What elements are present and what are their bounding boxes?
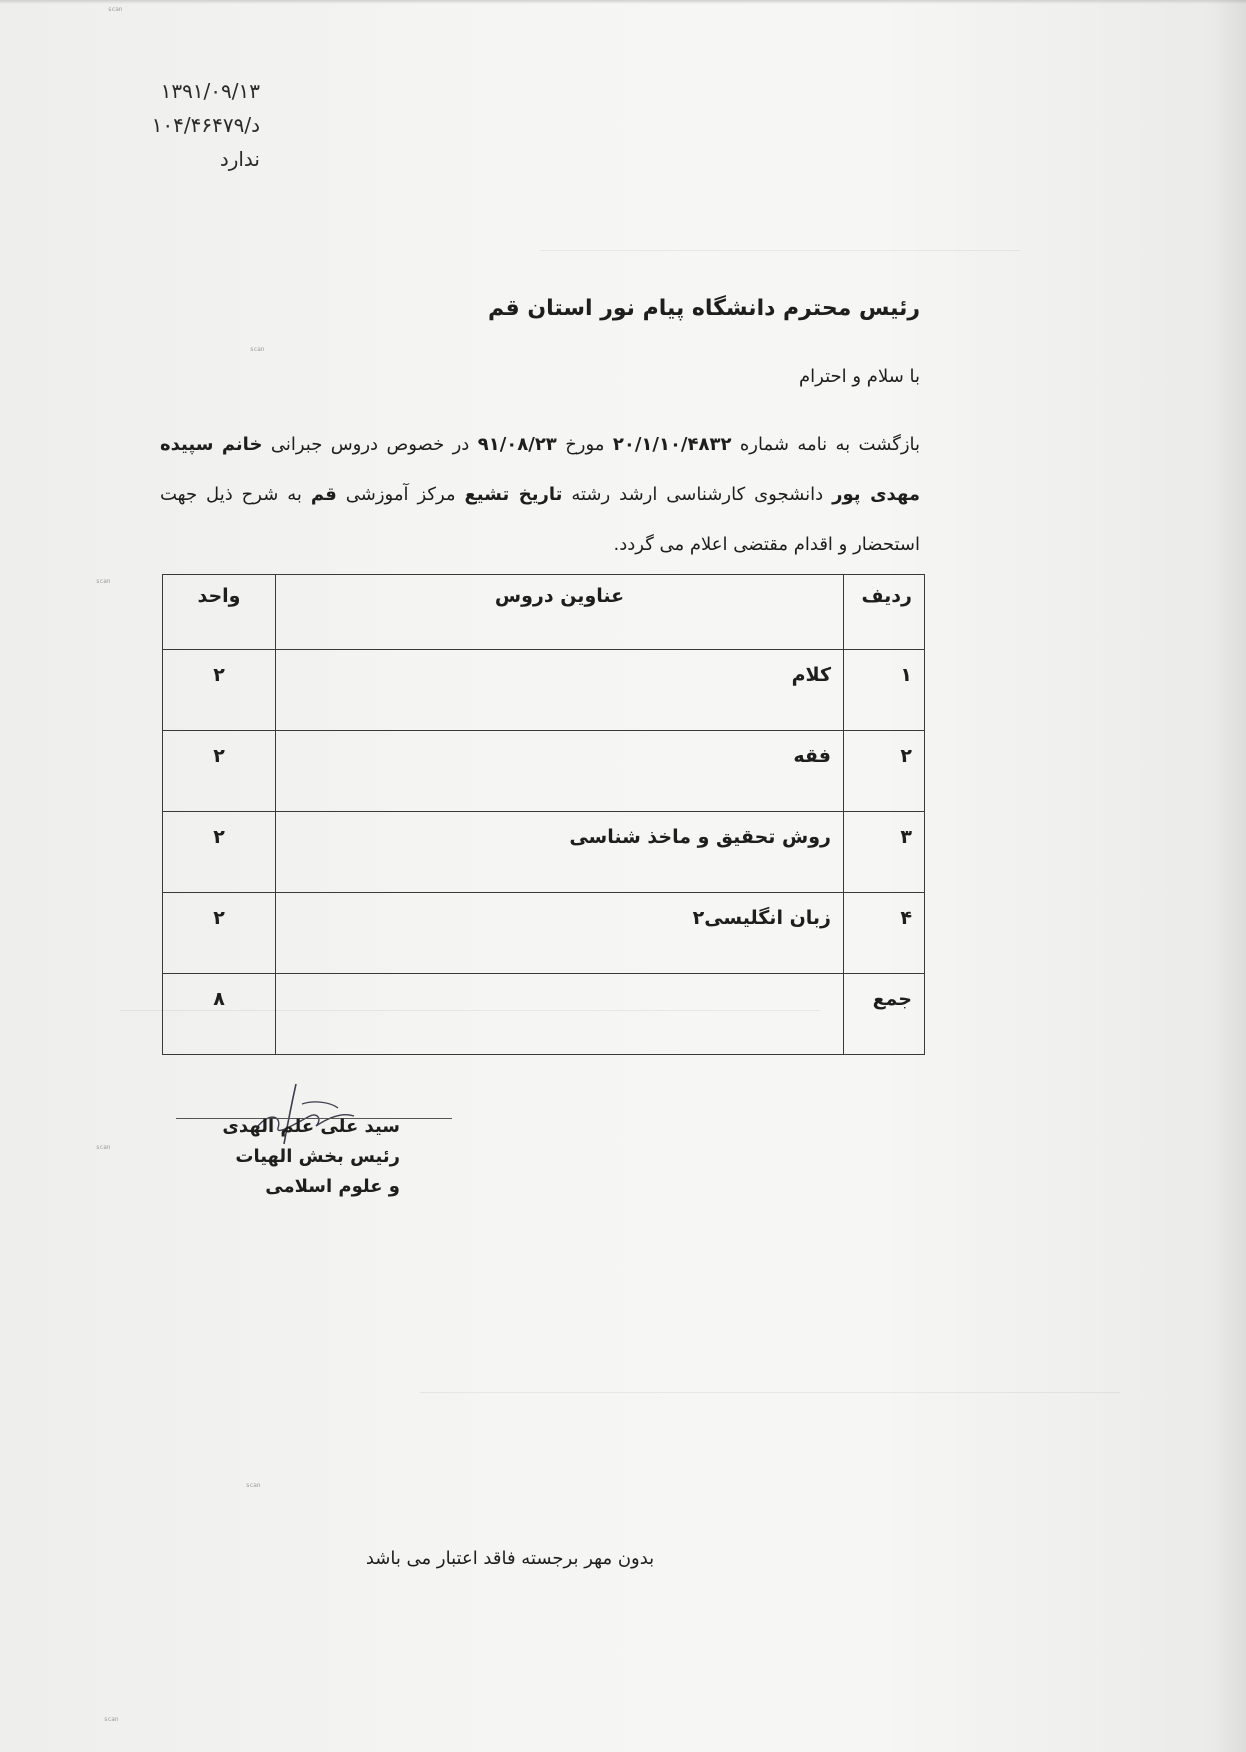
course-unit: ۲ bbox=[163, 812, 276, 893]
course-unit: ۲ bbox=[163, 650, 276, 731]
letter-meta bbox=[110, 74, 260, 176]
validity-note: بدون مهر برجسته فاقد اعتبار می باشد bbox=[365, 1548, 655, 1569]
reference-number: ۲۰/۱/۱۰/۴۸۳۲ bbox=[612, 434, 732, 455]
signer-department: و علوم اسلامی bbox=[265, 1176, 400, 1197]
course-title: کلام bbox=[276, 650, 844, 731]
course-unit: ۲ bbox=[163, 731, 276, 812]
table-row bbox=[163, 812, 925, 893]
row-number: ۳ bbox=[844, 812, 925, 893]
header-course-title: عناوین دروس bbox=[276, 575, 844, 650]
signer-block bbox=[200, 1112, 400, 1202]
course-title: زبان انگلیسی۲ bbox=[276, 893, 844, 974]
scan-mark: scan bbox=[96, 1144, 111, 1151]
letter-number: د/۱۰۴/۴۶۴۷۹ bbox=[151, 113, 260, 137]
course-unit: ۲ bbox=[163, 893, 276, 974]
student-name: سپیده مهدی پور bbox=[160, 434, 920, 505]
show-through-line bbox=[540, 250, 1020, 251]
signer-position: رئیس بخش الهیات bbox=[235, 1146, 400, 1167]
table-total-row bbox=[163, 974, 925, 1055]
body-text-part: به شرح ذیل جهت استحضار و اقدام مقتضی اعلام می گردد. bbox=[160, 484, 920, 555]
course-title: فقه bbox=[276, 731, 844, 812]
row-number: ۱ bbox=[844, 650, 925, 731]
row-number: ۴ bbox=[844, 893, 925, 974]
letter-attachment: ندارد bbox=[219, 147, 260, 171]
reference-date: ۹۱/۰۸/۲۳ bbox=[477, 434, 557, 455]
body-text-part: بازگشت به نامه شماره bbox=[739, 434, 921, 455]
scan-mark: scan bbox=[250, 346, 265, 353]
scan-mark: scan bbox=[108, 6, 123, 13]
student-title: خانم bbox=[221, 434, 263, 455]
scan-mark: scan bbox=[246, 1482, 261, 1489]
scan-edge-shadow bbox=[1210, 0, 1246, 1752]
student-major: تاریخ تشیع bbox=[464, 484, 563, 505]
show-through-line bbox=[420, 1392, 1120, 1393]
body-text-part: در خصوص دروس جبرانی bbox=[270, 434, 470, 455]
total-empty-cell bbox=[276, 974, 844, 1055]
body-text-part: دانشجوی کارشناسی ارشد رشته bbox=[571, 484, 824, 505]
letter-date: ۱۳۹۱/۰۹/۱۳ bbox=[160, 79, 260, 103]
letter-recipient: رئیس محترم دانشگاه پیام نور استان قم bbox=[488, 296, 920, 321]
header-unit: واحد bbox=[163, 575, 276, 650]
total-unit: ۸ bbox=[163, 974, 276, 1055]
table-row bbox=[163, 731, 925, 812]
scan-mark: scan bbox=[96, 578, 111, 585]
courses-table bbox=[162, 574, 925, 1055]
table-row bbox=[163, 893, 925, 974]
body-text-part: مورخ bbox=[565, 434, 605, 455]
body-text-part: مرکز آموزشی bbox=[345, 484, 456, 505]
signer-name: سید علی علم الهدی bbox=[222, 1116, 400, 1137]
header-row-number: ردیف bbox=[844, 575, 925, 650]
study-center: قم bbox=[310, 484, 337, 505]
table-header-row bbox=[163, 575, 925, 650]
scan-mark: scan bbox=[104, 1716, 119, 1723]
course-title: روش تحقیق و ماخذ شناسی bbox=[276, 812, 844, 893]
scan-top-edge bbox=[0, 0, 1246, 4]
table-row bbox=[163, 650, 925, 731]
row-number: ۲ bbox=[844, 731, 925, 812]
total-label: جمع bbox=[844, 974, 925, 1055]
letter-body bbox=[160, 420, 920, 570]
letter-greeting: با سلام و احترام bbox=[799, 366, 920, 387]
